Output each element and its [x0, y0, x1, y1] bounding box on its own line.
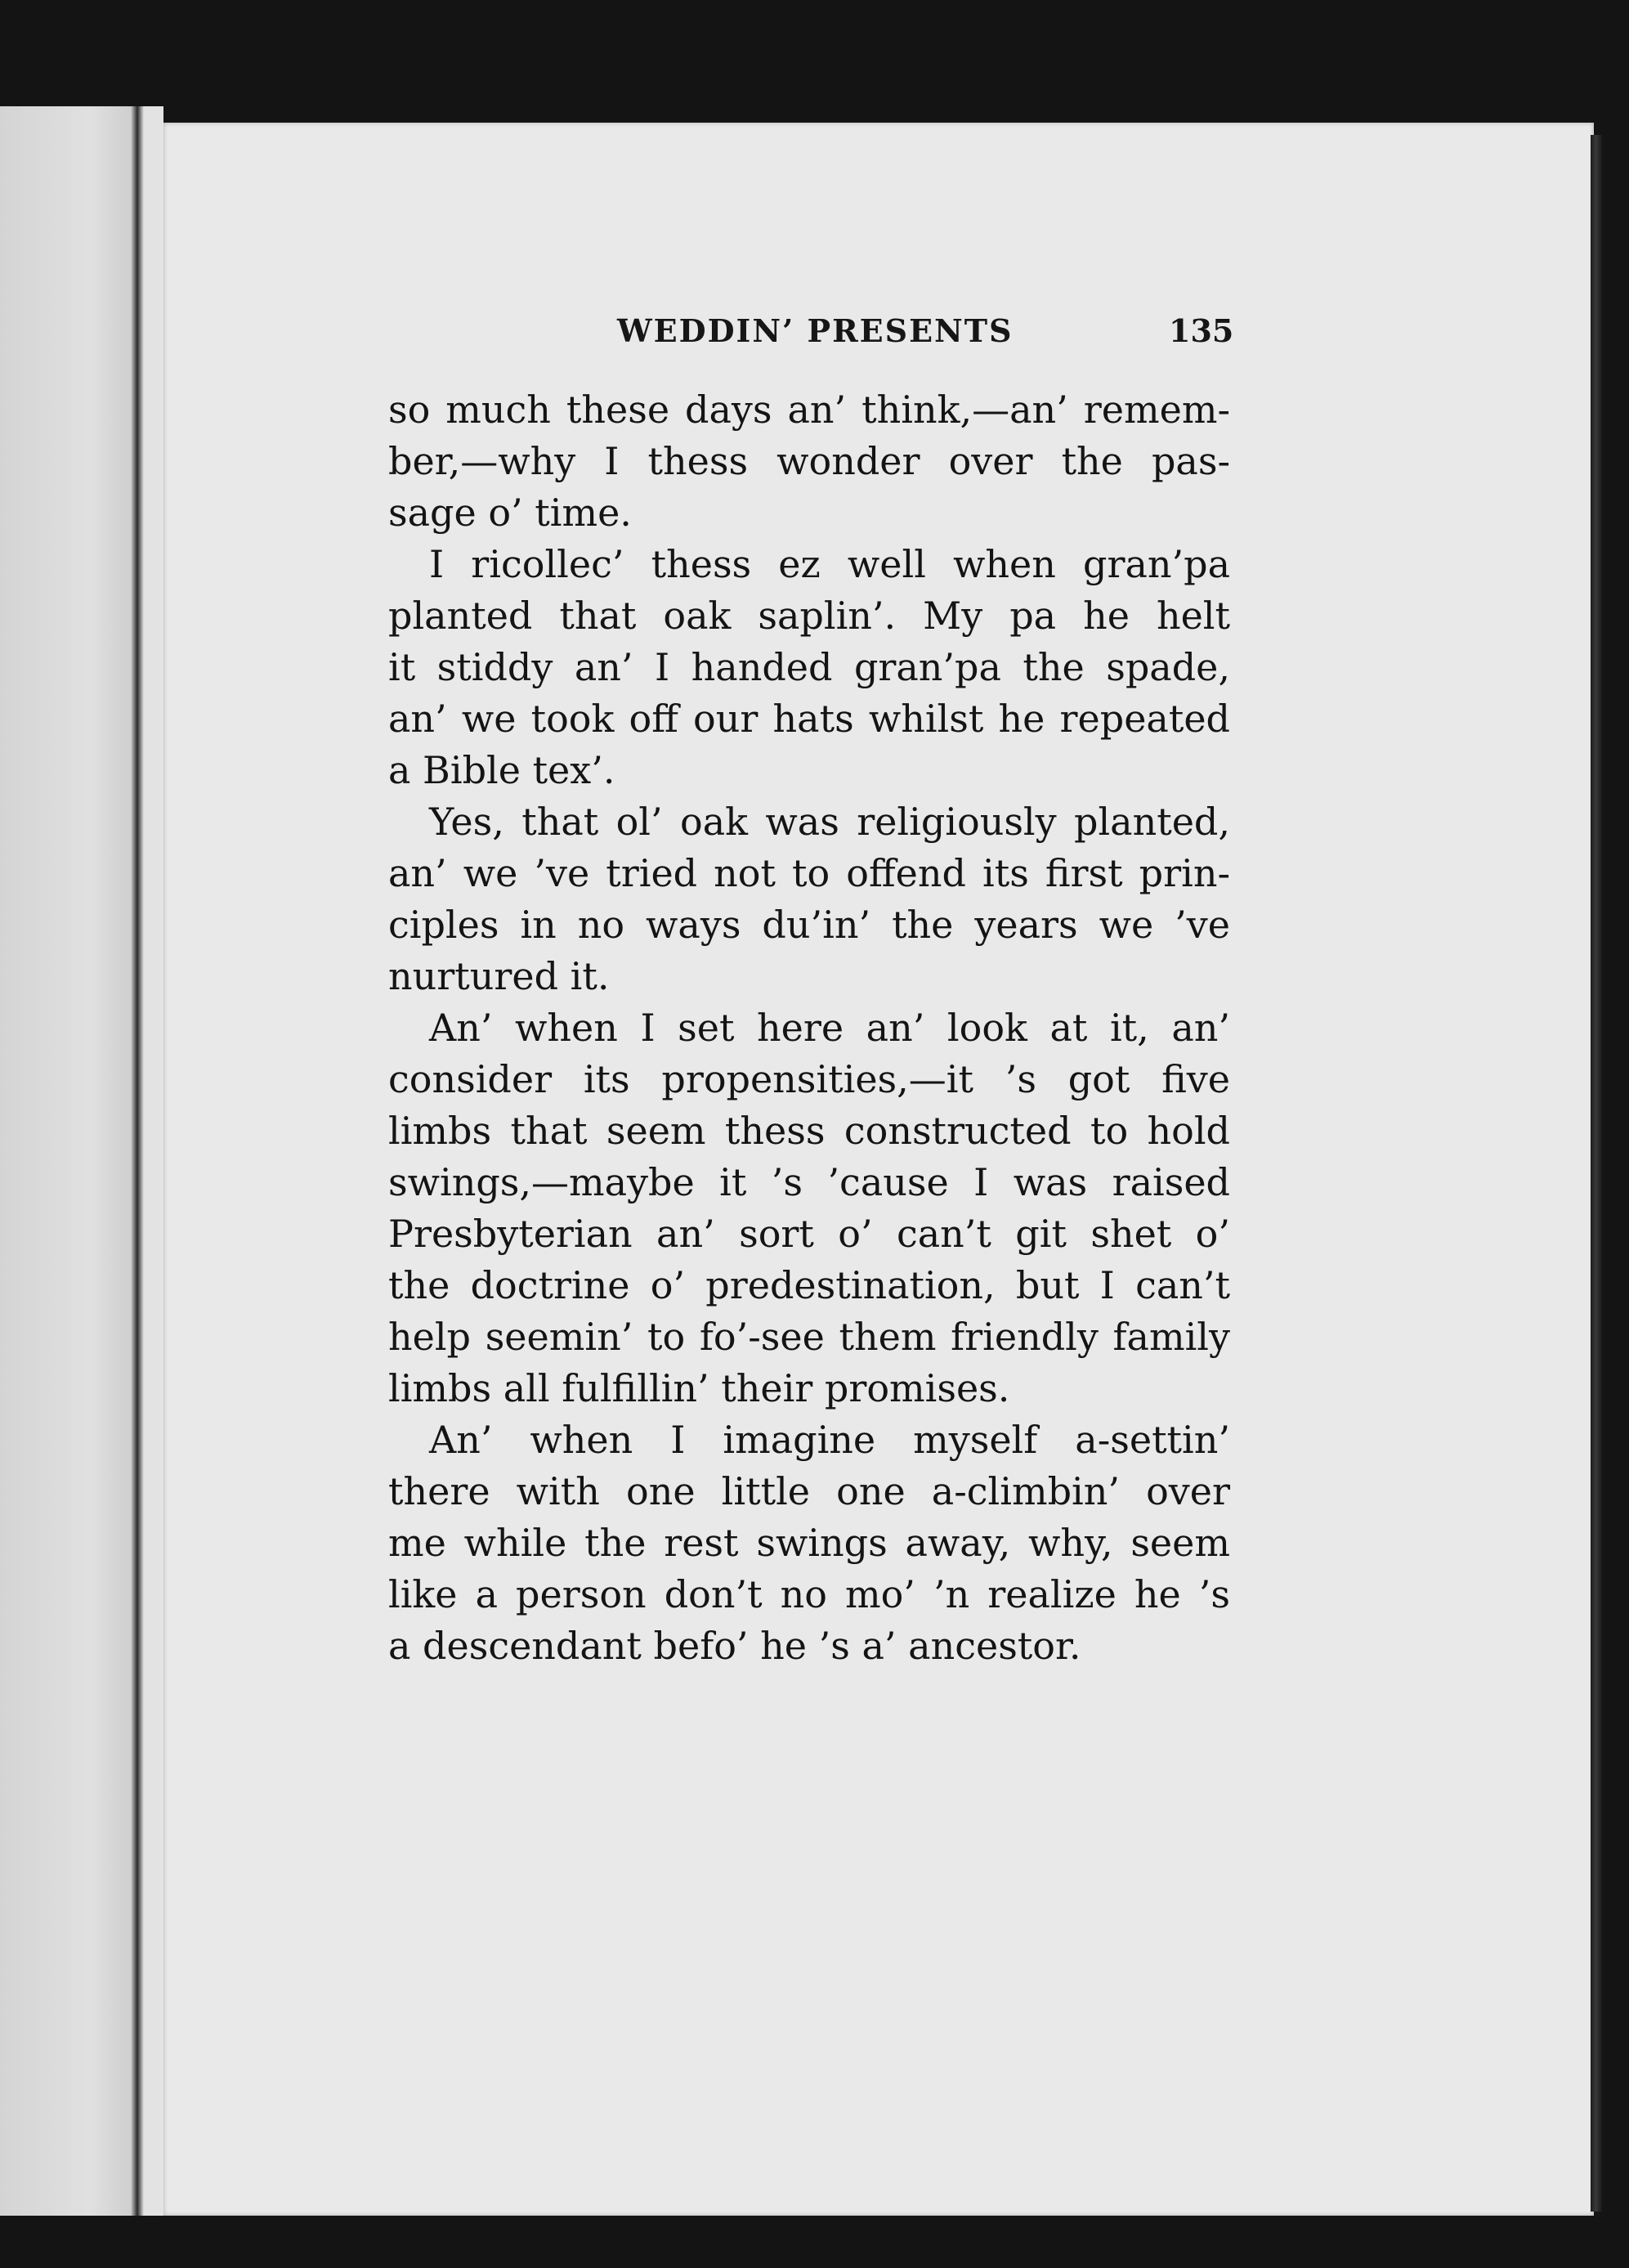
scan-bottom-margin	[0, 2224, 1629, 2268]
text-line: limbs all fulfillin’ their promises.	[388, 1366, 1010, 1410]
text-line: nurtured it.	[388, 954, 610, 998]
body-text	[388, 384, 1230, 1672]
text-line: limbs that seem thess constructed to hold	[388, 1109, 1230, 1153]
text-line: an’ we ’ve tried not to offend its first prin-	[388, 851, 1230, 895]
paragraph-first-line: Yes, that ol’ oak was religiously planted,	[429, 800, 1230, 844]
text-line: swings,—maybe it ’s ’cause I was raised	[388, 1160, 1230, 1204]
text-line: so much these days an’ think,—an’ remem-	[388, 388, 1230, 432]
page-right-edge	[1591, 135, 1602, 2212]
paragraph-first-line: I ricollec’ thess ez well when gran’pa	[429, 542, 1230, 586]
text-line: a descendant befo’ he ’s a’ ancestor.	[388, 1624, 1081, 1668]
text-line: ciples in no ways du’in’ the years we ’ve	[388, 903, 1230, 947]
text-line: it stiddy an’ I handed gran’pa the spade,	[388, 645, 1230, 689]
text-line: a Bible tex’.	[388, 748, 615, 792]
scan-left-edge	[0, 106, 163, 2216]
paragraph-first-line: An’ when I imagine myself a-settin’	[429, 1418, 1230, 1462]
paragraph-first-line: An’ when I set here an’ look at it, an’	[429, 1006, 1230, 1050]
text-line: Presbyterian an’ sort o’ can’t git shet o’	[388, 1212, 1230, 1256]
text-line: help seemin’ to fo’-see them friendly family	[388, 1315, 1230, 1359]
text-line: consider its propensities,—it ’s got five	[388, 1057, 1230, 1101]
text-line: planted that oak saplin’. My pa he helt	[388, 594, 1230, 638]
text-line: the doctrine o’ predestination, but I can’t	[388, 1263, 1230, 1307]
running-title: WEDDIN’ PRESENTS	[617, 312, 1014, 349]
text-line: there with one little one a-climbin’ over	[388, 1469, 1230, 1513]
text-line: me while the rest swings away, why, seem	[388, 1521, 1230, 1565]
text-line: like a person don’t no mo’ ’n realize he ’s	[388, 1572, 1230, 1616]
text-line: ber,—why I thess wonder over the pas-	[388, 439, 1230, 483]
text-line: an’ we took off our hats whilst he repeated	[388, 697, 1230, 741]
page-number: 135	[1169, 312, 1234, 349]
text-line: sage o’ time.	[388, 491, 632, 535]
